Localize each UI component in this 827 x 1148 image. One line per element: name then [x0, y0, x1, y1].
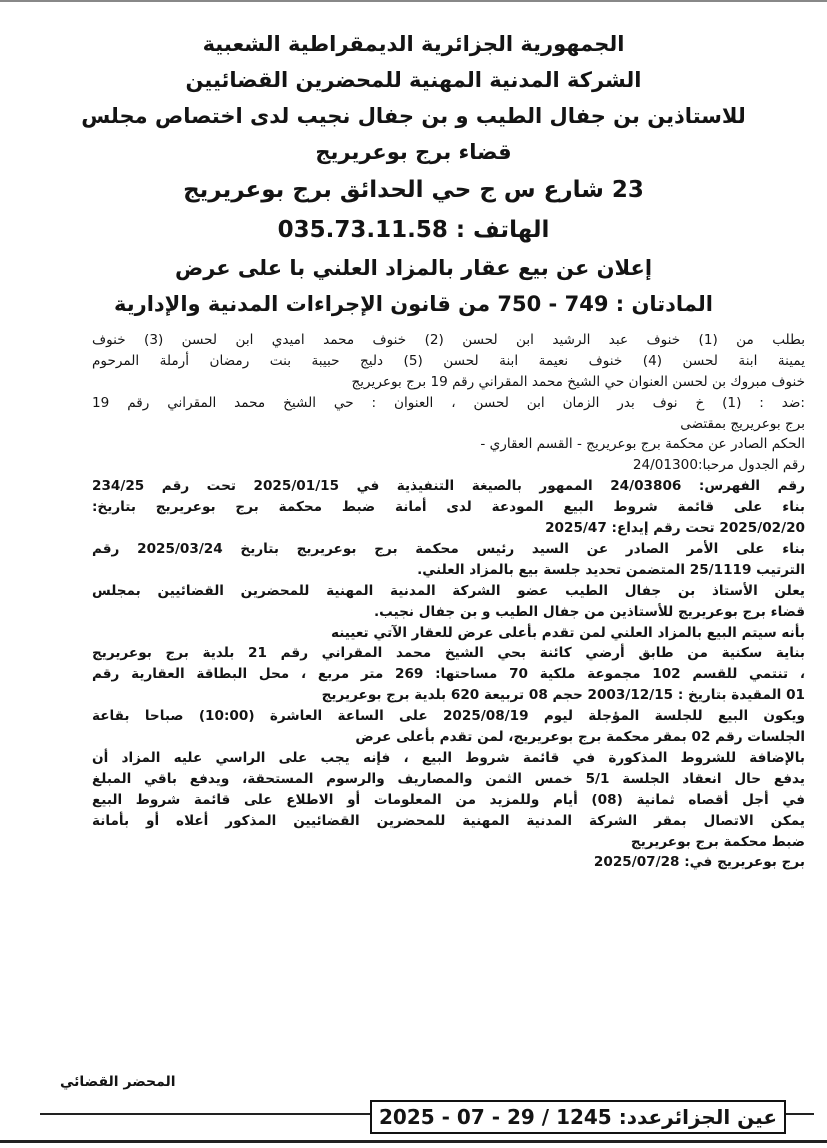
footer-divider-left [40, 1113, 370, 1115]
body-line: رقم الفهرس: 24/03806 الممهور بالصيغة التنفيذية في 2025/01/15 تحت رقم 234/25 [92, 478, 805, 495]
notice-body [92, 330, 805, 873]
body-line: برج بوعريريج بمقتضى [680, 415, 805, 432]
top-border [0, 0, 827, 2]
legal-articles: المادتان : 749 - 750 من قانون الإجراءات المدنية والإدارية [114, 292, 713, 316]
body-line: ضبط محكمة برج بوعريريج [630, 833, 805, 850]
body-line: 01 المقيدة بتاريخ : 2003/12/15 حجم 08 تربيعة 620 بلدية برج بوعريريج [321, 687, 805, 704]
body-line: يمكن الاتصال بمقر الشركة المدنية المهنية للمحضرين القضائيين المذكور أعلاه أو بأمانة [92, 812, 805, 829]
body-line: بناية سكنية من طابق أرضي كائنة بحي الشيخ محمد المقراني رقم 21 بلدية برج بوعريريج [92, 645, 805, 662]
notice-header [60, 26, 767, 322]
body-line: في أجل أقصاه ثمانية (08) أيام وللمزيد من المعلومات أو الاطلاع على قائمة شروط البيع [92, 791, 805, 808]
body-line: الترتيب 25/1119 المتضمن تحديد جلسة بيع بالمزاد العلني. [417, 561, 805, 578]
body-line: بطلب من (1) خنوف عبد الرشيد ابن لحسن (2) خنوف محمد اميدي ابن لحسن (3) خنوف [92, 332, 805, 348]
body-line: برج بوعريريج في: 2025/07/28 [593, 854, 805, 871]
notice-title: إعلان عن بيع عقار بالمزاد العلني با على عرض [174, 256, 653, 280]
body-line: ، تنتمي للقسم 102 مجموعة ملكية 70 مساحتها: 269 متر مربع ، محل البطاقة العقارية رقم [92, 666, 805, 683]
body-line: خنوف مبروك بن لحسن العنوان حي الشيخ محمد المقراني رقم 19 برج بوعريريج [351, 373, 805, 390]
body-line: ويكون البيع للجلسة المؤجلة ليوم 2025/08/19 على الساعة العاشرة (10:00) صباحا بقاعة [92, 708, 805, 725]
republic-name: الجمهورية الجزائرية الديمقراطية الشعبية [202, 32, 625, 56]
bailiff-signature: المحضر القضائي [60, 1074, 176, 1090]
body-line: يدفع حال انعقاد الجلسة 5/1 خمس الثمن والمصاريف والرسوم المستحقة، ويدفع باقي المبلغ [92, 770, 805, 787]
body-line: بالإضافة للشروط المذكورة في قائمة شروط البيع ، فإنه يجب على الراسي عليه المزاد أن [92, 749, 805, 766]
footer-divider-right [784, 1113, 814, 1115]
company-name: الشركة المدنية المهنية للمحضرين القضائيين [185, 68, 642, 92]
body-line: الحكم الصادر عن محكمة برج بوعريريج - القسم العقاري - [480, 436, 805, 453]
office-address: 23 شارع س ج حي الحدائق برج بوعريريج [183, 177, 644, 203]
body-line: بناء على قائمة شروط البيع المودعة لدى أمانة ضبط محكمة برج بوعريريج بتاريخ: [92, 499, 805, 516]
body-line: :ضد : (1) خ نوف بدر الزمان ابن لحسن ، العنوان : حي الشيخ محمد المقراني رقم 19 [92, 394, 805, 411]
phone-number: الهاتف : 035.73.11.58 [277, 217, 550, 243]
body-line: يعلن الأستاذ بن جفال الطيب عضو الشركة المدنية المهنية للمحضرين القضائيين بمجلس [92, 582, 805, 599]
body-line: قضاء برج بوعريريج للأستاذين من جفال الطيب و بن جفال نجيب. [374, 603, 805, 620]
body-line: يمينة ابنة لحسن (4) خنوف نعيمة ابنة لحسن (5) دليج حبيبة بنت رمضان أرملة المرحوم [92, 352, 805, 369]
body-line: بناء على الأمر الصادر عن السيد رئيس محكمة برج بوعريريج بتاريخ 2025/03/24 رقم [92, 540, 805, 557]
body-line: 2025/02/20 تحت رقم إيداع: 2025/47 [545, 520, 805, 537]
body-line: بأنه سيتم البيع بالمزاد العلني لمن تقدم بأعلى عرض للعقار الآتي تعيينه [330, 624, 805, 641]
publication-reference: عين الجزائرعدد: 1245 / 29 - 07 - 2025 [370, 1100, 786, 1134]
jurisdiction: قضاء برج بوعريريج [315, 140, 512, 164]
body-line: الجلسات رقم 02 بمقر محكمة برج بوعريريج، لمن تقدم بأعلى عرض [355, 729, 805, 746]
body-line: رقم الجدول مرحبا:24/01300 [632, 457, 805, 474]
bottom-rule [0, 1140, 827, 1143]
bailiffs-line: للاستاذين بن جفال الطيب و بن جفال نجيب لدى اختصاص مجلس [81, 104, 746, 128]
